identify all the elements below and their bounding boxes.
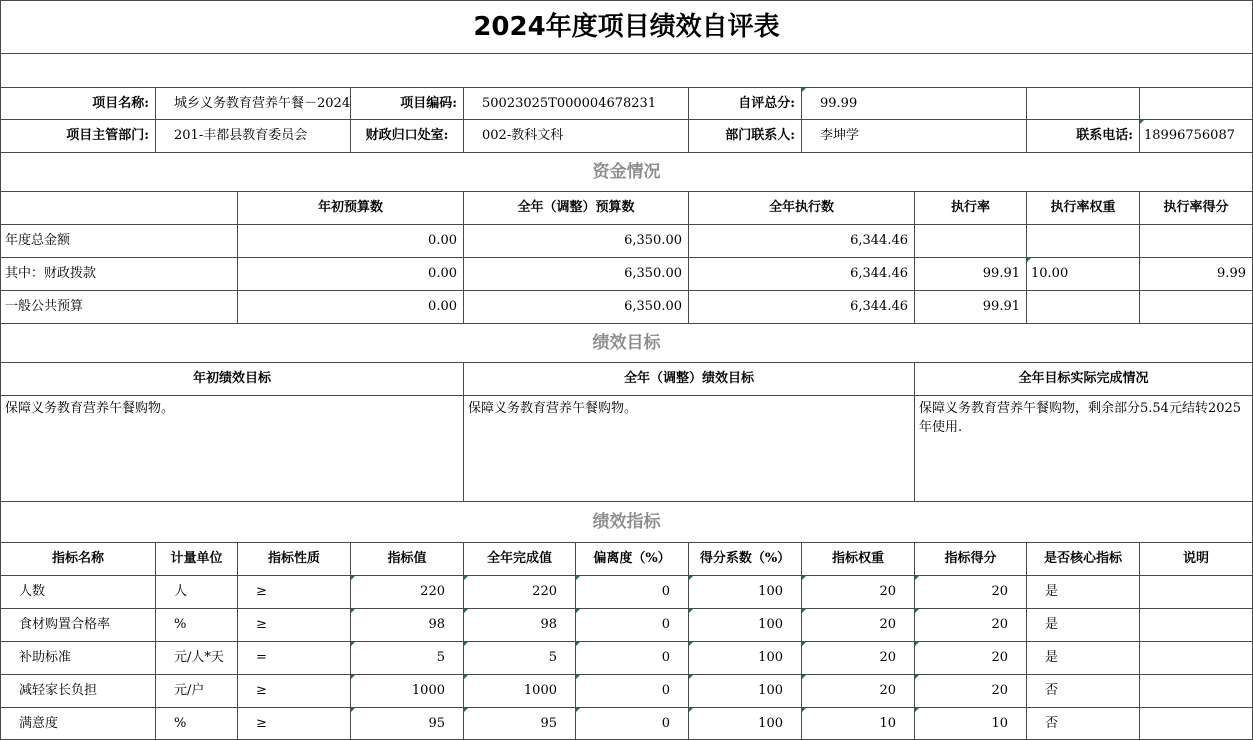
indicators-header: 指标得分	[944, 551, 997, 566]
funds-header	[1, 192, 237, 224]
indicator-cell: 95	[428, 715, 445, 731]
funds-cell	[1027, 291, 1139, 323]
indicator-cell: 20	[991, 584, 1008, 599]
cell-note-marker	[576, 642, 580, 646]
indicator-cell: 否	[1045, 683, 1059, 698]
indicator-cell: 0	[661, 683, 670, 698]
indicator-cell: 0	[661, 617, 670, 632]
indicator-cell: 是	[1045, 650, 1059, 665]
cell-note-marker	[576, 675, 580, 679]
funds-cell: 6,350.00	[624, 233, 682, 248]
cell-note-marker	[576, 576, 580, 580]
funds-header: 执行率权重	[1050, 200, 1116, 215]
cell-note-marker	[464, 642, 468, 646]
indicators-header: 全年完成值	[486, 551, 552, 566]
finance-office-value: 002-教科文科	[482, 128, 564, 143]
indicator-cell: 20	[991, 617, 1008, 632]
cell-note-marker	[464, 675, 468, 679]
cell-note-marker	[802, 609, 806, 613]
indicators-header: 指标权重	[831, 551, 884, 566]
indicator-cell	[1140, 576, 1252, 608]
indicator-cell: 0	[661, 584, 670, 599]
indicator-cell: %	[174, 617, 187, 632]
cell-note-marker	[576, 708, 580, 712]
finance-office-label: 财政归口处室:	[365, 128, 449, 143]
funds-cell: 99.91	[982, 266, 1020, 281]
indicators-header: 偏离度（%）	[593, 551, 671, 566]
cell-note-marker	[802, 88, 806, 92]
indicator-cell: 100	[758, 617, 783, 632]
funds-section-title: 资金情况	[592, 162, 661, 182]
cell-note-marker	[802, 642, 806, 646]
indicator-name: 人数	[19, 584, 46, 599]
indicator-cell: 100	[758, 715, 783, 731]
indicator-cell: 10	[879, 715, 896, 731]
funds-cell: 99.91	[982, 299, 1020, 314]
cell-note-marker	[351, 609, 355, 613]
indicator-cell: 元/人*天	[174, 650, 224, 665]
cell-note-marker	[915, 708, 919, 712]
cell-note-marker	[464, 609, 468, 613]
page-title: 2024年度项目绩效自评表	[473, 12, 780, 42]
indicator-cell: 0	[661, 715, 670, 731]
indicator-cell: 20	[991, 650, 1008, 665]
indicator-cell: ≥	[256, 715, 267, 731]
goals-header: 年初绩效目标	[192, 371, 271, 386]
funds-row-label: 其中：财政拨款	[5, 266, 97, 281]
project-code-value: 50023025T000004678231	[482, 95, 657, 111]
cell-note-marker	[689, 708, 693, 712]
project-name-label: 项目名称:	[92, 95, 149, 111]
funds-cell	[1140, 291, 1252, 323]
cell-note-marker	[464, 708, 468, 712]
indicators-header: 说明	[1182, 551, 1209, 566]
indicators-header: 指标名称	[51, 551, 104, 566]
funds-cell	[1140, 225, 1252, 257]
indicator-name: 减轻家长负担	[19, 683, 98, 698]
indicator-cell	[1140, 675, 1252, 707]
funds-row-label: 年度总金额	[5, 233, 71, 248]
cell-note-marker	[689, 642, 693, 646]
funds-cell	[1027, 225, 1139, 257]
self-score-label: 自评总分:	[738, 95, 795, 111]
indicator-cell: 220	[420, 584, 445, 599]
funds-header: 执行率得分	[1163, 200, 1229, 215]
cell-note-marker	[915, 675, 919, 679]
funds-header: 执行率	[950, 200, 990, 215]
indicator-cell: 100	[758, 683, 783, 698]
indicator-cell: 是	[1045, 617, 1059, 632]
indicator-cell: 98	[540, 617, 557, 632]
funds-header: 全年（调整）预算数	[517, 200, 635, 215]
indicators-section-title: 绩效指标	[592, 512, 661, 532]
indicator-cell: 20	[879, 617, 896, 632]
indicator-name: 满意度	[19, 715, 59, 731]
contact-label: 部门联系人:	[725, 128, 795, 143]
cell-note-marker	[1140, 120, 1144, 124]
funds-cell: 0.00	[428, 299, 457, 314]
cell-note-marker	[802, 708, 806, 712]
project-name-value: 城乡义务教育营养午餐－2024	[174, 95, 350, 111]
indicators-header: 得分系数（%）	[699, 551, 791, 566]
indicator-cell	[1140, 609, 1252, 641]
cell-note-marker	[802, 576, 806, 580]
indicator-cell: ≥	[256, 617, 267, 632]
goal-text: 保障义务教育营养午餐购物。	[5, 401, 175, 416]
funds-row-label: 一般公共预算	[5, 299, 84, 314]
indicator-cell: 100	[758, 650, 783, 665]
cell-note-marker	[351, 675, 355, 679]
indicators-header: 指标值	[387, 551, 427, 566]
phone-label: 联系电话:	[1076, 128, 1133, 143]
funds-cell: 0.00	[428, 266, 457, 281]
indicator-cell: %	[174, 715, 187, 731]
indicator-cell: ≥	[256, 683, 267, 698]
cell-note-marker	[351, 708, 355, 712]
goal-text: 保障义务教育营养午餐购物，剩余部分5.54元结转2025年使用.	[919, 401, 1242, 435]
contact-value: 李坤学	[820, 128, 860, 143]
funds-cell: 6,350.00	[624, 266, 682, 281]
project-code-label: 项目编码:	[400, 95, 457, 111]
cell-note-marker	[351, 642, 355, 646]
indicators-header: 指标性质	[267, 551, 320, 566]
indicator-cell: =	[256, 650, 267, 665]
funds-cell: 6,350.00	[624, 299, 682, 314]
indicator-cell	[1140, 642, 1252, 674]
funds-cell: 6,344.46	[850, 233, 908, 248]
indicator-cell: 人	[174, 584, 188, 599]
cell-note-marker	[915, 609, 919, 613]
indicator-cell: 5	[436, 650, 445, 665]
dept-label: 项目主管部门:	[66, 128, 149, 143]
indicator-cell: 0	[661, 650, 670, 665]
indicator-cell: 20	[879, 650, 896, 665]
phone-value: 18996756087	[1144, 128, 1235, 143]
cell-note-marker	[915, 576, 919, 580]
indicator-cell: 20	[991, 683, 1008, 698]
funds-cell: 6,344.46	[850, 266, 908, 281]
indicator-cell: 220	[532, 584, 557, 599]
indicator-cell: 5	[548, 650, 557, 665]
indicator-cell: 95	[540, 715, 557, 731]
indicator-name: 补助标准	[19, 650, 72, 665]
cell-note-marker	[689, 675, 693, 679]
indicator-cell: 1000	[411, 683, 445, 698]
cell-note-marker	[689, 576, 693, 580]
indicators-header: 计量单位	[170, 551, 223, 566]
indicator-cell: ≥	[256, 584, 267, 599]
indicators-header: 是否核心指标	[1043, 551, 1122, 566]
indicator-cell: 10	[991, 715, 1008, 731]
indicator-cell: 98	[428, 617, 445, 632]
cell-note-marker	[915, 642, 919, 646]
funds-cell: 10.00	[1031, 266, 1069, 281]
indicator-cell	[1140, 708, 1252, 739]
indicator-cell: 1000	[523, 683, 557, 698]
funds-cell	[915, 225, 1026, 257]
goals-header: 全年（调整）绩效目标	[623, 371, 754, 386]
goals-header: 全年目标实际完成情况	[1018, 371, 1149, 386]
funds-cell: 0.00	[428, 233, 457, 248]
self-score-value: 99.99	[820, 95, 858, 111]
funds-cell: 6,344.46	[850, 299, 908, 314]
indicator-cell: 100	[758, 584, 783, 599]
funds-cell: 9.99	[1217, 266, 1246, 281]
indicator-cell: 20	[879, 584, 896, 599]
indicator-cell: 20	[879, 683, 896, 698]
funds-header: 年初预算数	[317, 200, 383, 215]
cell-note-marker	[802, 675, 806, 679]
indicator-cell: 元/户	[174, 683, 205, 698]
cell-note-marker	[351, 576, 355, 580]
cell-note-marker	[576, 609, 580, 613]
dept-value: 201-丰都县教育委员会	[174, 128, 308, 143]
cell-note-marker	[464, 576, 468, 580]
cell-note-marker	[689, 609, 693, 613]
grid-line	[0, 53, 1253, 54]
cell-note-marker	[1027, 258, 1031, 262]
goal-text: 保障义务教育营养午餐购物。	[468, 401, 638, 416]
indicator-cell: 否	[1045, 715, 1059, 731]
funds-header: 全年执行数	[768, 200, 834, 215]
indicator-cell: 是	[1045, 584, 1059, 599]
goals-section-title: 绩效目标	[592, 333, 661, 353]
indicator-name: 食材购置合格率	[19, 617, 111, 632]
